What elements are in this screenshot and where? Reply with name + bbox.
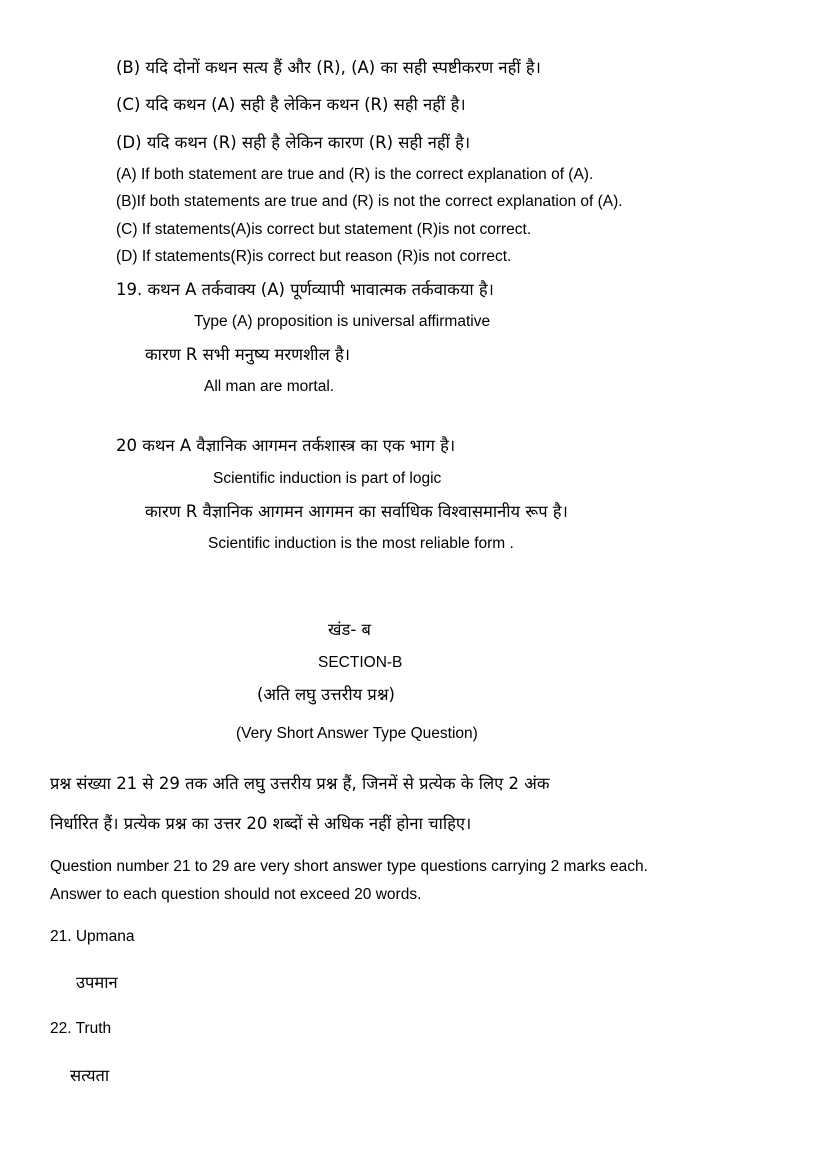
option-a-english: (A) If both statement are true and (R) is the correct explanation of (A). — [116, 166, 594, 183]
option-d-english: (D) If statements(R)is correct but reason (R)is not correct. — [116, 248, 512, 265]
option-c-english: (C) If statements(A)is correct but statement (R)is not correct. — [116, 221, 532, 238]
instructions-english-line1: Question number 21 to 29 are very short answer type questions carrying 2 marks each. — [50, 858, 648, 875]
option-c-hindi: (C) यदि कथन (A) सही है लेकिन कथन (R) सही नहीं है। — [116, 95, 466, 114]
q19-assertion-english: Type (A) proposition is universal affirmative — [194, 313, 491, 330]
question-22-hindi: सत्यता — [70, 1066, 110, 1085]
q20-assertion-english: Scientific induction is part of logic — [213, 470, 442, 487]
question-21-hindi: उपमान — [76, 973, 118, 992]
option-d-hindi: (D) यदि कथन (R) सही है लेकिन कारण (R) सही नहीं है। — [116, 133, 471, 152]
question-22-english: 22. Truth — [50, 1020, 112, 1037]
section-type-english: (Very Short Answer Type Question) — [236, 725, 478, 742]
instructions-hindi-line1: प्रश्न संख्या 21 से 29 तक अति लघु उत्तरीय प्रश्न हैं, जिनमें से प्रत्येक के लिए 2 अंक — [50, 774, 550, 793]
instructions-hindi-line2: निर्धारित हैं। प्रत्येक प्रश्न का उत्तर 20 शब्दों से अधिक नहीं होना चाहिए। — [50, 814, 472, 833]
q19-reason-english: All man are mortal. — [204, 378, 335, 395]
q19-reason-hindi: कारण R सभी मनुष्य मरणशील है। — [145, 345, 351, 364]
section-title-hindi: खंड- ब — [328, 620, 371, 639]
q20-reason-english: Scientific induction is the most reliable form . — [208, 535, 514, 552]
instructions-english-line2: Answer to each question should not exceed 20 words. — [50, 886, 422, 903]
option-b-hindi: (B) यदि दोनों कथन सत्य हैं और (R), (A) का सही स्पष्टीकरण नहीं है। — [116, 58, 541, 77]
option-b-english: (B)If both statements are true and (R) is not the correct explanation of (A). — [116, 193, 623, 210]
section-type-hindi: (अति लघु उत्तरीय प्रश्न) — [257, 685, 395, 704]
q19-assertion-hindi: 19. कथन A तर्कवाक्य (A) पूर्णव्यापी भावात्मक तर्कवाकया है। — [116, 280, 494, 299]
q20-reason-hindi: कारण R वैज्ञानिक आगमन आगमन का सर्वाधिक विश्वासमानीय रूप है। — [145, 502, 568, 521]
question-21-english: 21. Upmana — [50, 928, 135, 945]
q20-assertion-hindi: 20 कथन A वैज्ञानिक आगमन तर्कशास्त्र का एक भाग है। — [116, 436, 456, 455]
section-title-english: SECTION-B — [318, 654, 403, 671]
